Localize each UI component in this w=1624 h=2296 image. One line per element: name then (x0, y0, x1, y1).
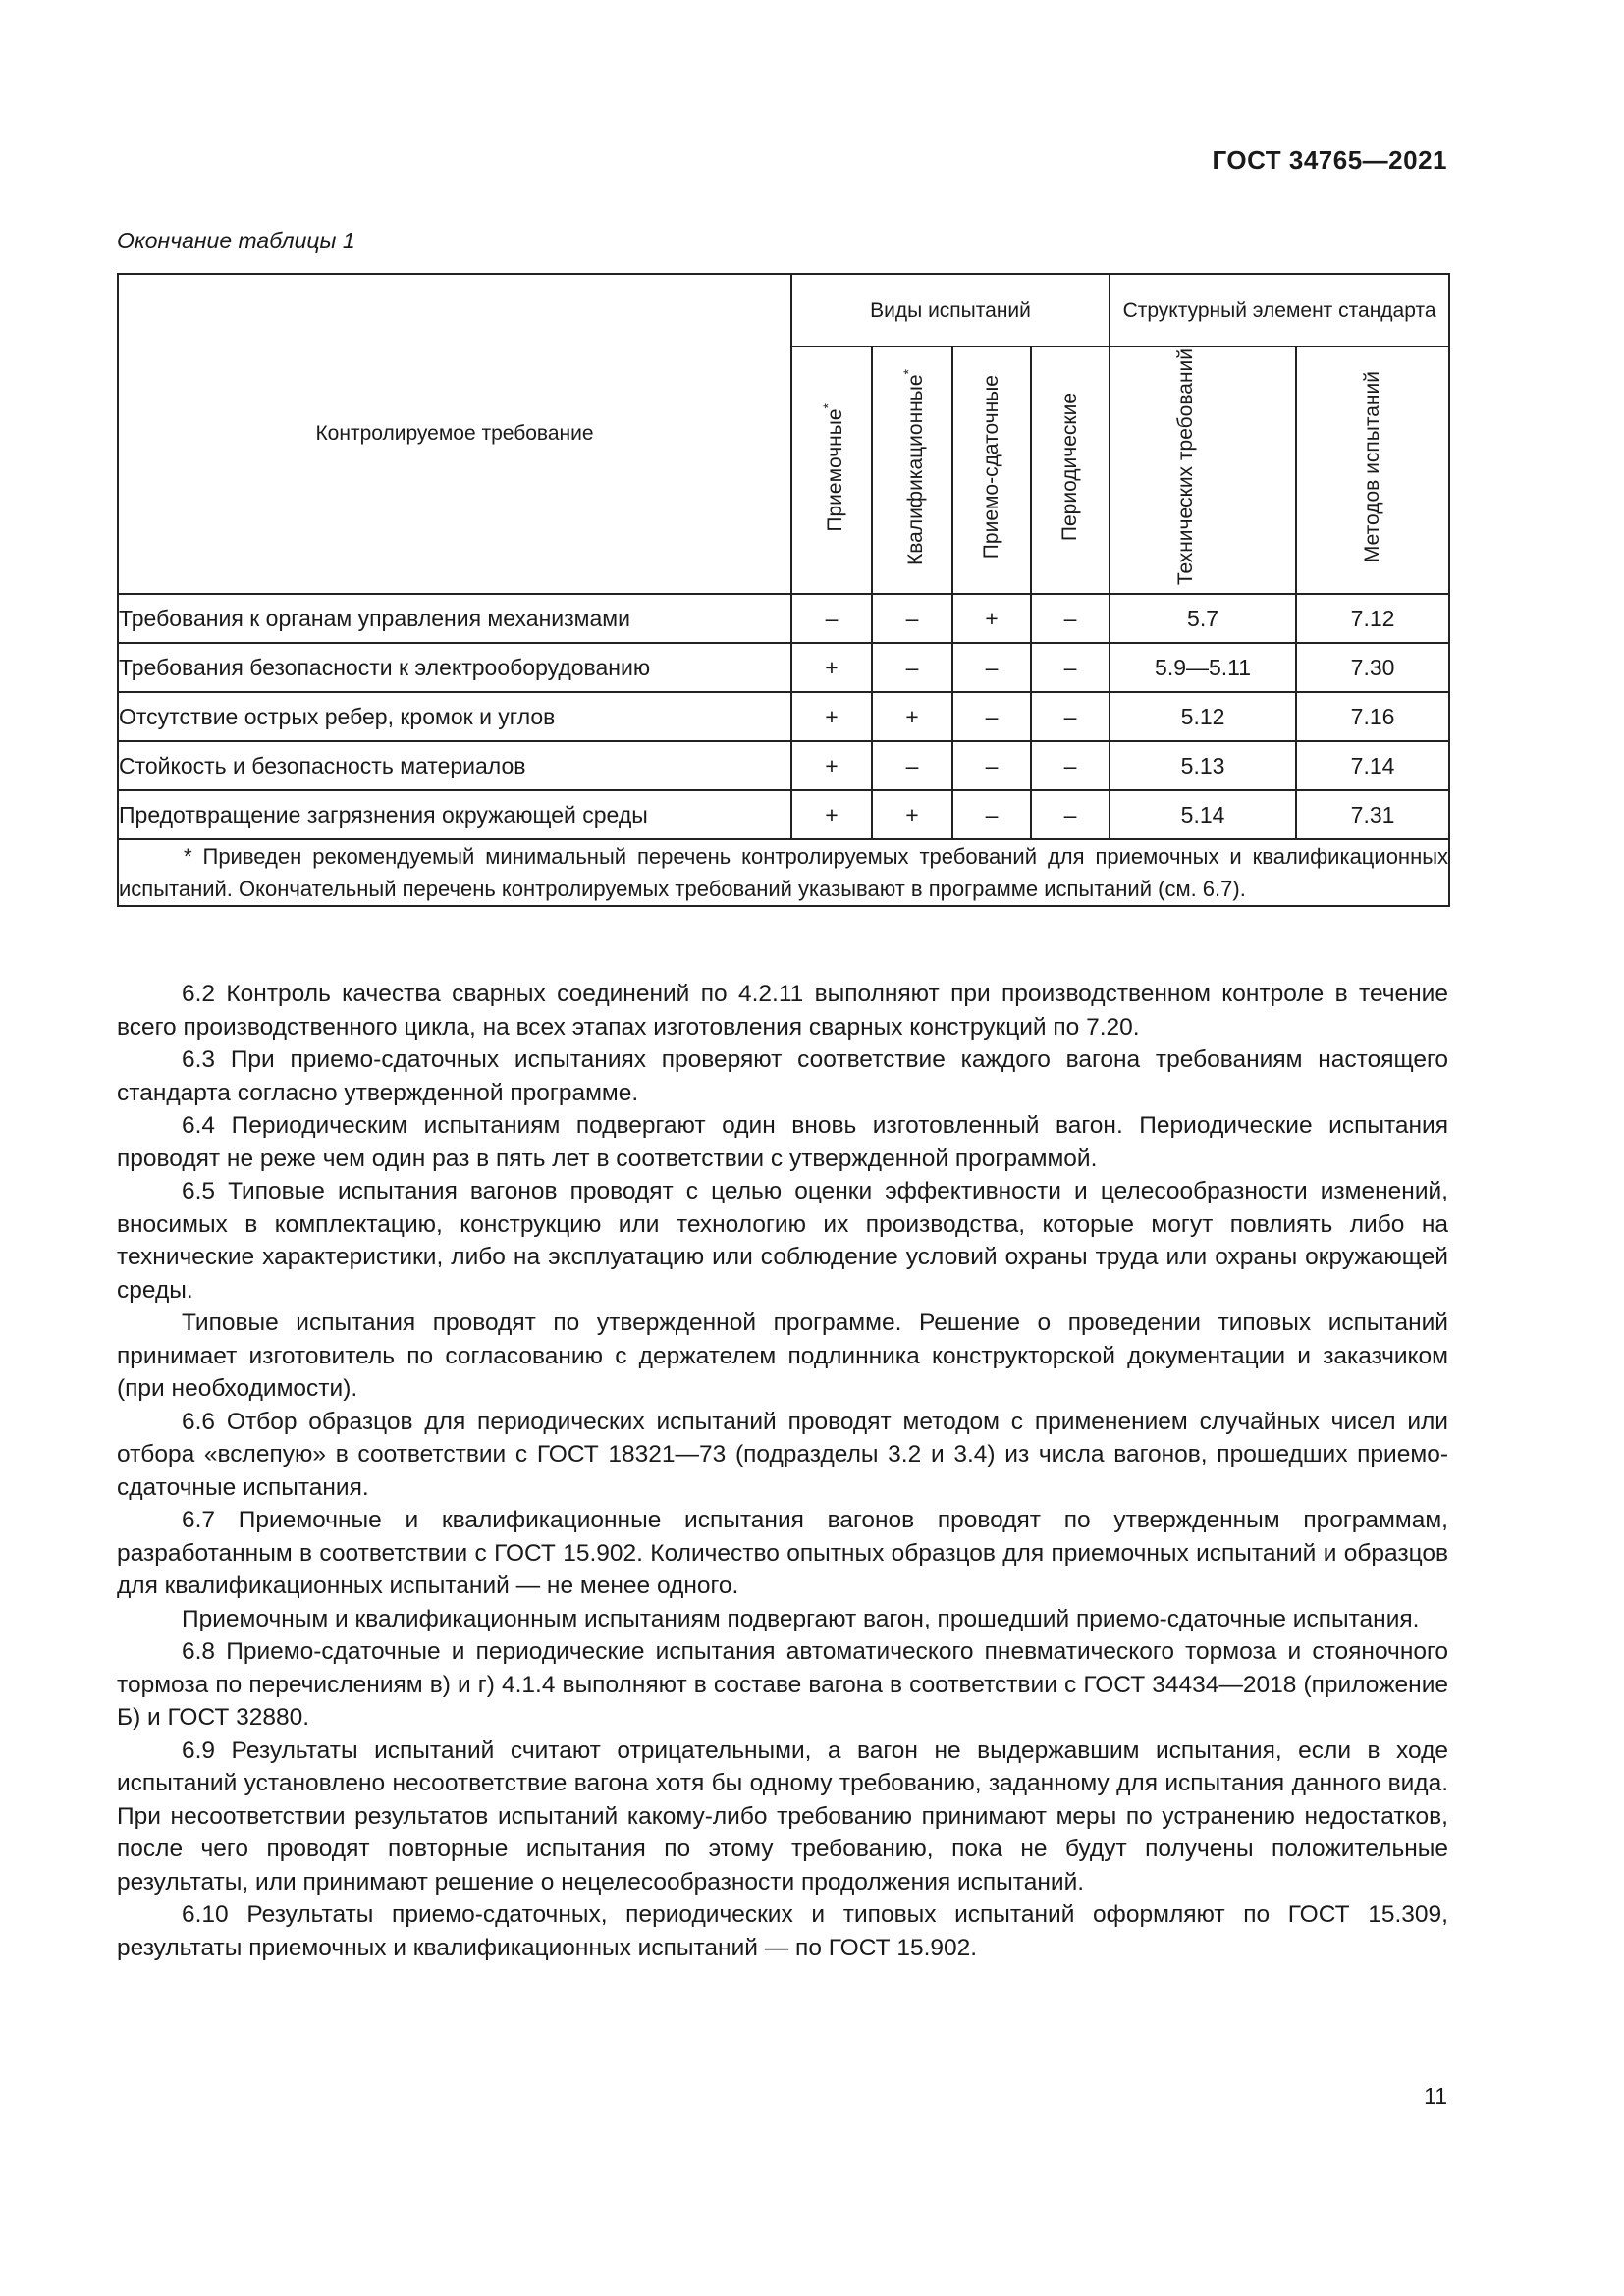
header-acceptance: Приемочные* (791, 347, 872, 594)
requirements-table (117, 273, 1450, 907)
paragraph: 6.9 Результаты испытаний считают отрицательными, а вагон не выдержавшим испытания, если в ходе испытаний установлено несоответствие вагона хотя бы одному требованию, заданному для испытания данного вида. При несоответствии результатов испытаний какому-либо требованию принимают меры по устранению недостатков, после чего проводят повторные испытания по этому требованию, пока не будут получены положительные результаты, или принимают решение о нецелесообразности продолжения испытаний. (117, 1736, 1448, 1896)
paragraph: 6.8 Приемо-сдаточные и периодические испытания автоматического пневматического тормоза и стояночного тормоза по перечислениям в) и г) 4.1.4 выполняют в составе вагона в соответствии с ГОСТ 34434—2018 (приложение Б) и ГОСТ 32880. (117, 1638, 1448, 1731)
table-row: Требования к органам управления механизмами – – + – 5.7 7.12 (118, 594, 1449, 643)
paragraph: 6.10 Результаты приемо-сдаточных, периодических и типовых испытаний оформляют по ГОСТ 15.309, результаты приемочных и квалификационных испытаний — по ГОСТ 15.902. (117, 1901, 1448, 1961)
header-structural-element: Структурный элемент стандарта (1110, 274, 1449, 347)
header-requirement: Контролируемое требование (118, 274, 791, 594)
document-code: ГОСТ 34765—2021 (1212, 145, 1447, 175)
table-footnote: * Приведен рекомендуемый минимальный перечень контролируемых требований для приемочных и квалификационных испытаний. Окончательный перечень контролируемых требований указывают в программе испытаний (см. 6.7). (118, 839, 1449, 906)
paragraph: 6.4 Периодическим испытаниям подвергают один вновь изготовленный вагон. Периодические испытания проводят не реже чем один раз в пять лет в соответствии с утвержденной программой. (117, 1112, 1448, 1172)
paragraph: 6.7 Приемочные и квалификационные испытания вагонов проводят по утвержденным программам, разработанным в соответствии с ГОСТ 15.902. Количество опытных образцов для приемочных испытаний и образцов для квалификационных испытаний — не менее одного. (117, 1507, 1448, 1599)
paragraph: 6.5 Типовые испытания вагонов проводят с целью оценки эффективности и целесообразности изменений, вносимых в комплектацию, конструкцию или технологию их производства, которые могут повлиять либо на технические характеристики, либо на эксплуатацию или соблюдение условий охраны труда или охраны окружающей среды. (117, 1178, 1448, 1304)
table-row: Требования безопасности к электрооборудованию + – – – 5.9—5.11 7.30 (118, 643, 1449, 692)
header-technical-requirements: Технических требований (1110, 347, 1296, 594)
paragraph: Приемочным и квалификационным испытаниям подвергают вагон, прошедший приемо-сдаточные испытания. (182, 1605, 1420, 1632)
body-text (117, 978, 1448, 1964)
table-row: Отсутствие острых ребер, кромок и углов + + – – 5.12 7.16 (118, 692, 1449, 741)
header-qualification: Квалификационные* (872, 347, 952, 594)
paragraph: 6.3 При приемо-сдаточных испытаниях проверяют соответствие каждого вагона требованиям настоящего стандарта согласно утвержденной программе. (117, 1046, 1448, 1106)
table-caption: Окончание таблицы 1 (117, 228, 355, 253)
header-test-methods: Методов испытаний (1296, 347, 1449, 594)
header-periodic: Периодические (1031, 347, 1110, 594)
paragraph: 6.2 Контроль качества сварных соединений по 4.2.11 выполняют при производственном контроле в течение всего производственного цикла, на всех этапах изготовления сварных конструкций по 7.20. (117, 981, 1448, 1041)
paragraph: 6.6 Отбор образцов для периодических испытаний проводят методом с применением случайных чисел или отбора «вслепую» в соответствии с ГОСТ 18321—73 (подразделы 3.2 и 3.4) из числа вагонов, прошедших приемо-сдаточные испытания. (117, 1408, 1448, 1501)
page-number: 11 (1424, 2083, 1447, 2109)
paragraph: Типовые испытания проводят по утвержденной программе. Решение о проведении типовых испытаний принимает изготовитель по согласованию с держателем подлинника конструкторской документации и заказчиком (при необходимости). (117, 1309, 1448, 1402)
header-test-types: Виды испытаний (791, 274, 1110, 347)
header-delivery: Приемо-сдаточные (952, 347, 1031, 594)
table-row: Предотвращение загрязнения окружающей среды + + – – 5.14 7.31 (118, 790, 1449, 839)
table-row: Стойкость и безопасность материалов + – – – 5.13 7.14 (118, 741, 1449, 790)
